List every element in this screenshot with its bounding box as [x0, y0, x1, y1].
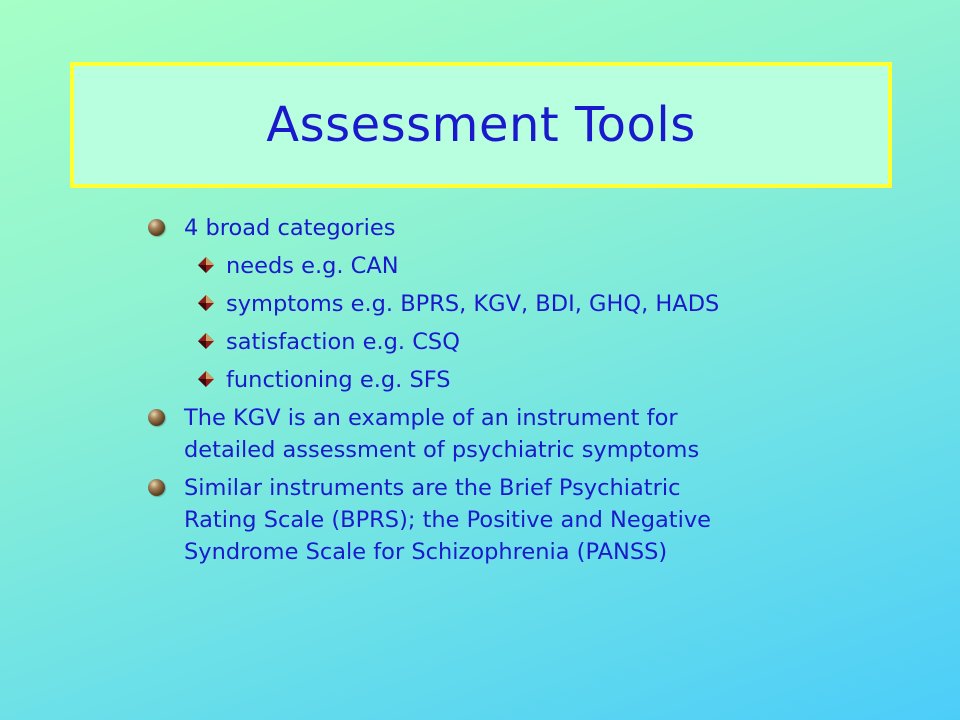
- diamond-arrow-bullet-icon: [196, 256, 216, 276]
- bullet-list: [146, 212, 926, 574]
- bullet-line: Rating Scale (BPRS); the Positive and Negative: [184, 507, 712, 533]
- sub-bullet-text: needs e.g. CAN: [226, 253, 399, 279]
- bullet-item-kgv: [146, 402, 926, 466]
- sub-bullet-item-needs: [146, 250, 926, 282]
- title-box: [70, 62, 892, 188]
- sub-bullet-text: satisfaction e.g. CSQ: [226, 329, 460, 355]
- sphere-bullet-icon: [148, 479, 165, 496]
- slide-title: Assessment Tools: [266, 97, 696, 153]
- diamond-arrow-bullet-icon: [196, 332, 216, 352]
- diamond-arrow-bullet-icon: [196, 294, 216, 314]
- bullet-item-categories: [146, 212, 926, 244]
- sub-bullet-item-satisfaction: [146, 326, 926, 358]
- bullet-item-similar: [146, 472, 926, 568]
- diamond-arrow-bullet-icon: [196, 370, 216, 390]
- bullet-line: Syndrome Scale for Schizophrenia (PANSS): [184, 539, 668, 565]
- bullet-text: 4 broad categories: [184, 215, 396, 241]
- sphere-bullet-icon: [148, 409, 165, 426]
- sub-bullet-item-symptoms: [146, 288, 926, 320]
- sub-bullet-text: symptoms e.g. BPRS, KGV, BDI, GHQ, HADS: [226, 291, 720, 317]
- sub-bullet-item-functioning: [146, 364, 926, 396]
- bullet-line: detailed assessment of psychiatric symptoms: [184, 437, 700, 463]
- sphere-bullet-icon: [148, 219, 165, 236]
- bullet-line: Similar instruments are the Brief Psychiatric: [184, 475, 681, 501]
- bullet-line: The KGV is an example of an instrument for: [184, 405, 678, 431]
- sub-bullet-text: functioning e.g. SFS: [226, 367, 451, 393]
